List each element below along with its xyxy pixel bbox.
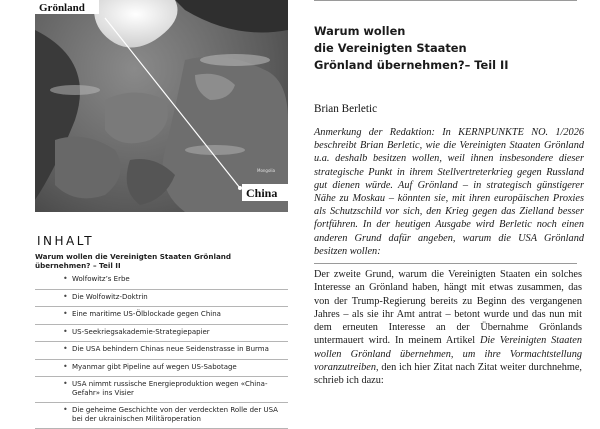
toc-heading: INHALT — [37, 234, 95, 248]
section-divider — [314, 263, 577, 264]
toc-item[interactable]: • Myanmar gibt Pipeline auf wegen US-Sabotage — [35, 360, 288, 378]
top-rule — [314, 0, 577, 7]
author-name: Brian Berletic — [314, 103, 378, 115]
body-italic-reference: Die Vereinigten Staaten wollen Grönland übernehmen, um ihre Vormachtstellung voranzutreiben — [314, 335, 582, 374]
toc-item[interactable]: • Die Wolfowitz-Doktrin — [35, 290, 288, 308]
globe-map-image — [35, 0, 288, 212]
title-line-3: Grönland übernehmen?– Teil II — [314, 58, 509, 72]
body-text-part1: Der zweite Grund, warum die Vereinigten Staaten ein solches Interesse an Grönland haben, hängt mit etwas zusammen, das von der Trump-Regierung bereits zu Beginn des vergangenen Jahres – als sie ihr Amt antrat – betont wurde und das nun mit dem erneuten Interesse an der Übernahme Grönlands untermauert wird. In meinem Artikel — [314, 269, 582, 347]
map-label-small: Mongolia — [257, 168, 276, 173]
toc-item[interactable]: • Wolfowitz’s Erbe — [35, 272, 288, 290]
toc-item[interactable]: • US-Seekriegsakademie-Strategiepapier — [35, 325, 288, 343]
body-text-part2: , den ich hier Zitat nach Zitat weiter durchnehme, schrieb ich dazu: — [314, 362, 582, 387]
toc-list — [35, 272, 288, 429]
toc-item[interactable]: • USA nimmt russische Energieproduktion wegen «China-Gefahr» ins Visier — [35, 377, 288, 403]
map-label-china: China — [246, 186, 278, 200]
article-body — [314, 268, 582, 388]
title-line-1: Warum wollen — [314, 24, 406, 38]
editor-note: Anmerkung der Redaktion: In KERNPUNKTE NO. 1/2026 beschreibt Brian Berletic, wie die Vereinigten Staaten Grönland u.a. deshalb besitzen wollen, weil ihnen insbesondere dieser strategische Punkt in ihrem Stellvertreterkrieg gegen Russland gut dienen würde. Auf Grönland – in strategisch günstigerer Nähe zu Moskau – könnten sie, mit ihren europäischen Proxies als Schutzschild vor sich, den Krieg gegen das Zielland besser fortführen. In der heutigen Ausgabe wird Berletic noch einen anderen Grund dafür angeben, warum die USA Grönland besitzen wollen: — [314, 127, 584, 257]
title-line-2: die Vereinigten Staaten — [314, 41, 467, 55]
toc-main-title[interactable]: Warum wollen die Vereinigten Staaten Grönland übernehmen? – Teil II — [35, 252, 232, 270]
article-title — [314, 23, 577, 74]
toc-item[interactable]: • Die USA behindern Chinas neue Seidenstrasse in Burma — [35, 342, 288, 360]
toc-item[interactable]: • Die geheime Geschichte von der verdeckten Rolle der USA bei der ukrainischen Militäroperation — [35, 403, 288, 429]
map-label-greenland: Grönland — [39, 2, 85, 14]
toc-item[interactable]: • Eine maritime US-Ölblockade gegen China — [35, 307, 288, 325]
